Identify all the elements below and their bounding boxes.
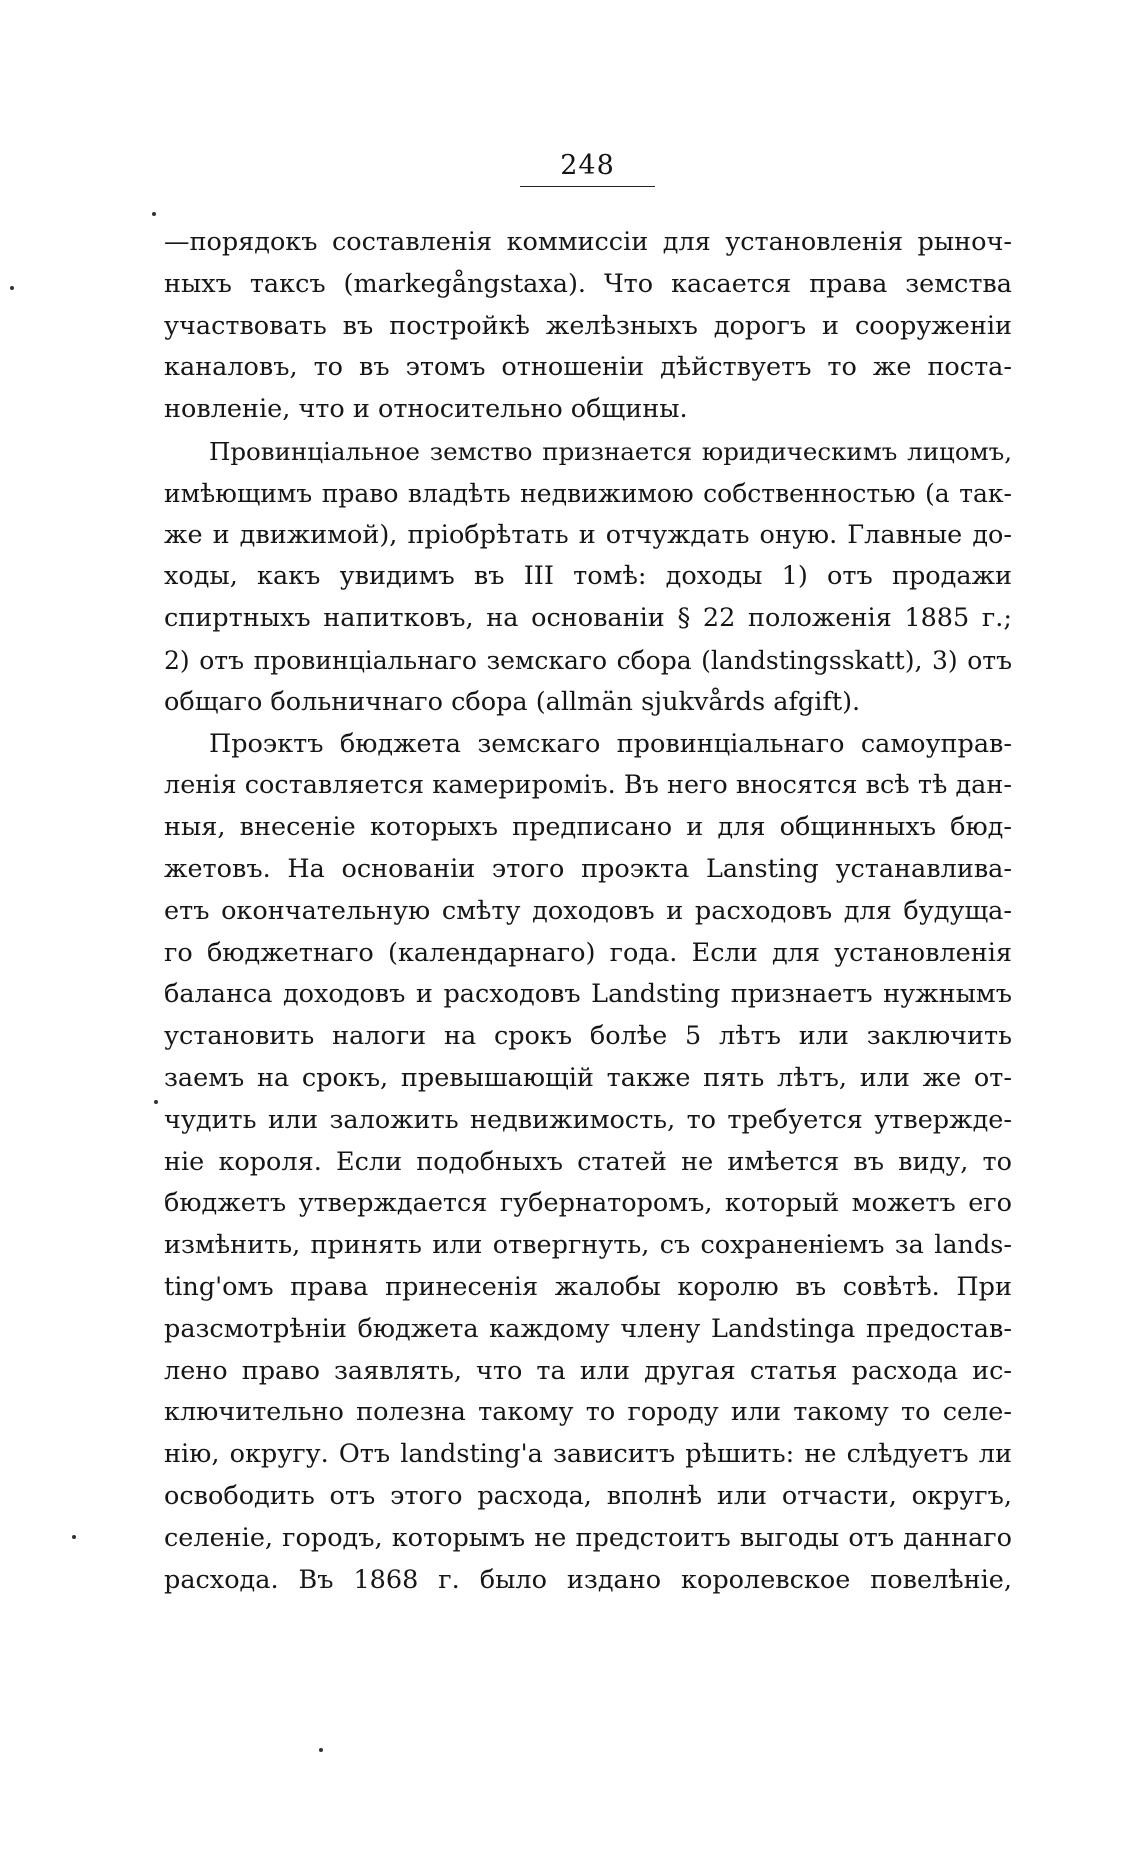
text-line: заемъ на срокъ, превышающій также пять лѣтъ, или же от- bbox=[164, 1062, 1012, 1093]
text-line: селеніе, городъ, которымъ не предстоитъ выгоды отъ даннаго bbox=[164, 1522, 1012, 1553]
text-line: ніе короля. Если подобныхъ статей не имѣется въ виду, то bbox=[164, 1146, 1012, 1177]
scan-speck bbox=[10, 286, 14, 290]
text-line: ключительно полезна такому то городу или такому то селе- bbox=[164, 1397, 1012, 1428]
text-line: новленіе, что и относительно общины. bbox=[164, 394, 688, 425]
text-line: измѣнить, принять или отвергнуть, съ сохраненіемъ за lands- bbox=[164, 1230, 1012, 1261]
paragraph-start-line: Провинціальное земство признается юридическимъ лицомъ, bbox=[209, 436, 1012, 466]
text-line: освободить отъ этого расхода, вполнѣ или отчасти, округъ, bbox=[164, 1480, 1012, 1511]
text-line: чудить или заложить недвижимость, то требуется утвержде- bbox=[164, 1104, 1012, 1135]
text-line: ныхъ таксъ (markegångstaxa). Что касается права земства bbox=[164, 268, 1012, 299]
paragraph-start-line: Проэктъ бюджета земскаго провинціальнаго самоуправ- bbox=[209, 728, 1012, 759]
text-line: же и движимой), пріобрѣтать и отчуждать оную. Главные до- bbox=[164, 519, 1012, 550]
text-line: ленія составляется камерироміъ. Въ него вносятся всѣ тѣ дан- bbox=[164, 770, 1012, 801]
text-line: ting'омъ права принесенія жалобы королю въ совѣтѣ. При bbox=[164, 1271, 1012, 1302]
text-line: баланса доходовъ и расходовъ Landsting признаетъ нужнымъ bbox=[164, 979, 1012, 1010]
text-line: участвовать въ постройкѣ желѣзныхъ дорогъ и сооруженіи bbox=[164, 310, 1012, 341]
text-line: лено право заявлять, что та или другая статья расхода ис- bbox=[164, 1355, 1012, 1386]
text-line: каналовъ, то въ этомъ отношеніи дѣйствуетъ то же поста- bbox=[164, 352, 1012, 383]
text-line: установить налоги на срокъ болѣе 5 лѣтъ или заключить bbox=[164, 1021, 1012, 1052]
scan-speck bbox=[154, 1100, 158, 1104]
text-line: го бюджетнаго (календарнаго) года. Если для установленія bbox=[164, 937, 1012, 968]
text-line: ныя, внесеніе которыхъ предписано и для общинныхъ бюд- bbox=[164, 812, 1012, 843]
text-line: 2) отъ провинціальнаго земскаго сбора (landstingsskatt), 3) отъ bbox=[164, 645, 1012, 675]
text-line: жетовъ. На основаніи этого проэкта Lansting устанавлива- bbox=[164, 853, 1012, 884]
scan-speck bbox=[319, 1748, 323, 1752]
page-number-rule bbox=[520, 186, 655, 187]
text-line: ходы, какъ увидимъ въ III томѣ: доходы 1) отъ продажи bbox=[164, 561, 1012, 592]
text-line: спиртныхъ напитковъ, на основаніи § 22 положенія 1885 г.; bbox=[164, 603, 1012, 634]
body-text bbox=[164, 222, 1012, 1601]
scan-speck bbox=[72, 1535, 76, 1539]
scan-speck bbox=[152, 212, 156, 216]
text-line: бюджетъ утверждается губернаторомъ, который можетъ его bbox=[164, 1188, 1012, 1219]
text-line: расхода. Въ 1868 г. было издано королевское повелѣніе, bbox=[164, 1564, 1012, 1595]
text-line: разсмотрѣніи бюджета каждому члену Landstinga предостав- bbox=[164, 1313, 1012, 1344]
page-number: 248 bbox=[560, 150, 615, 181]
text-line: —порядокъ составленія коммиссіи для установленія рыноч- bbox=[164, 227, 1012, 257]
text-line: общаго больничнаго сбора (allmän sjukvårds afgift). bbox=[164, 686, 861, 717]
text-line: имѣющимъ право владѣть недвижимою собственностью (а так- bbox=[164, 478, 1012, 508]
text-line: нію, округу. Отъ landsting'а зависитъ рѣшить: не слѣдуетъ ли bbox=[164, 1439, 1012, 1470]
text-line: етъ окончательную смѣту доходовъ и расходовъ для будуща- bbox=[164, 895, 1012, 926]
